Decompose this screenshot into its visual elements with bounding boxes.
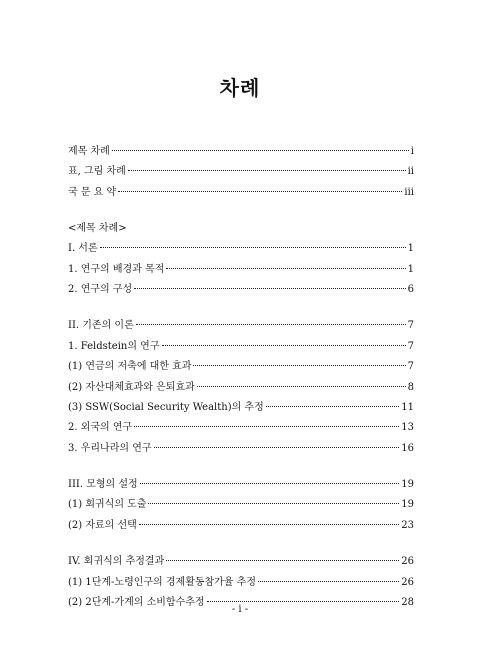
dot-leader	[166, 268, 405, 269]
toc-entry	[68, 260, 414, 280]
toc-section-block	[68, 316, 414, 459]
toc-entry-page-number: 7	[407, 320, 414, 332]
toc-entry-page-number: 23	[401, 519, 414, 531]
toc-entry-label: (2) 자료의 선택	[68, 519, 137, 531]
toc-entry	[68, 378, 414, 398]
toc-entry-label: (2) 자산대체효과와 은퇴효과	[68, 381, 195, 393]
toc-entry-page-number: i	[410, 146, 414, 157]
toc-sections	[68, 239, 414, 613]
toc-entry	[68, 516, 414, 536]
dot-leader	[139, 524, 399, 525]
toc-entry-page-number: 1	[407, 243, 414, 255]
dot-leader	[166, 560, 399, 561]
toc-entry-label: (1) 1단계-노령인구의 경제활동참가율 추정	[68, 576, 257, 588]
toc-entry-label: 1. Feldstein의 연구	[68, 340, 160, 352]
toc-entry-label: 2. 외국의 연구	[68, 422, 133, 434]
toc-entry-page-number: 13	[401, 422, 414, 434]
toc-entry	[68, 337, 414, 357]
spacer	[68, 536, 414, 552]
toc-entry	[68, 418, 414, 438]
toc-entry	[68, 316, 414, 336]
toc-section-block	[68, 239, 414, 300]
toc-entry	[68, 495, 414, 515]
dot-leader	[148, 503, 399, 504]
toc-entry-label: 표, 그림 차례	[68, 166, 126, 178]
toc-entry-label: (2) 2단계-가계의 소비함수추정	[68, 597, 205, 609]
toc-entry	[68, 142, 414, 162]
toc-entry-page-number: 7	[407, 361, 414, 373]
dot-leader	[134, 288, 405, 289]
toc-entry-label: 제목 차례	[68, 146, 110, 157]
dot-leader	[136, 324, 406, 325]
toc-entry-page-number: 28	[401, 597, 414, 609]
toc-entry	[68, 552, 414, 572]
toc-entry-page-number: 16	[401, 442, 414, 454]
toc-entry	[68, 573, 414, 593]
toc-entry-label: 3. 우리나라의 연구	[68, 442, 152, 454]
toc-entry-page-number: 8	[407, 381, 414, 393]
dot-leader	[128, 170, 406, 171]
toc-entry-label: 1. 연구의 배경과 목적	[68, 263, 165, 275]
toc-entry-page-number: 1	[407, 263, 414, 275]
page-number-footer: - i -	[231, 604, 249, 615]
page-title: 차례	[219, 76, 261, 100]
toc-entry-label: III. 모형의 설정	[68, 479, 138, 491]
dot-leader	[193, 365, 405, 366]
table-of-contents	[68, 142, 414, 613]
dot-leader	[118, 191, 402, 192]
dot-leader	[197, 386, 406, 387]
toc-entry	[68, 439, 414, 459]
toc-entry-label: (3) SSW(Social Security Wealth)의 추정	[68, 401, 264, 413]
toc-section-block	[68, 475, 414, 536]
front-matter-list	[68, 142, 414, 203]
toc-entry-page-number: 11	[401, 401, 414, 413]
toc-entry-page-number: 26	[401, 556, 414, 568]
toc-entry	[68, 398, 414, 418]
toc-entry	[68, 183, 414, 203]
toc-entry-label: 국 문 요 약	[68, 186, 117, 198]
dot-leader	[100, 247, 406, 248]
dot-leader	[207, 601, 400, 602]
toc-entry-label: IV. 회귀식의 추정결과	[68, 556, 165, 568]
toc-entry-label: II. 기존의 이론	[68, 320, 134, 332]
toc-entry-page-number: 7	[407, 340, 414, 352]
dot-leader	[258, 581, 399, 582]
dot-leader	[140, 483, 400, 484]
toc-entry	[68, 239, 414, 259]
spacer	[68, 203, 414, 219]
toc-entry	[68, 357, 414, 377]
toc-entry	[68, 475, 414, 495]
toc-entry-page-number: 6	[407, 283, 414, 295]
toc-entry-label: 2. 연구의 구성	[68, 283, 133, 295]
toc-entry-page-number: iii	[404, 186, 414, 198]
spacer	[68, 300, 414, 316]
toc-entry-label: (1) 회귀식의 도출	[68, 499, 147, 511]
dot-leader	[162, 345, 406, 346]
toc-entry-label: I. 서론	[68, 243, 98, 255]
toc-entry	[68, 280, 414, 300]
dot-leader	[112, 150, 409, 151]
toc-entry-page-number: 26	[401, 576, 414, 588]
spacer	[68, 459, 414, 475]
dot-leader	[134, 426, 399, 427]
toc-entry-label: (1) 연금의 저축에 대한 효과	[68, 361, 192, 373]
toc-entry-page-number: 19	[401, 499, 414, 511]
dot-leader	[154, 447, 400, 448]
contents-heading: <제목 차례>	[68, 223, 127, 235]
toc-entry-page-number: 19	[401, 479, 414, 491]
toc-entry	[68, 162, 414, 182]
dot-leader	[266, 406, 400, 407]
toc-entry-page-number: ii	[407, 166, 414, 178]
